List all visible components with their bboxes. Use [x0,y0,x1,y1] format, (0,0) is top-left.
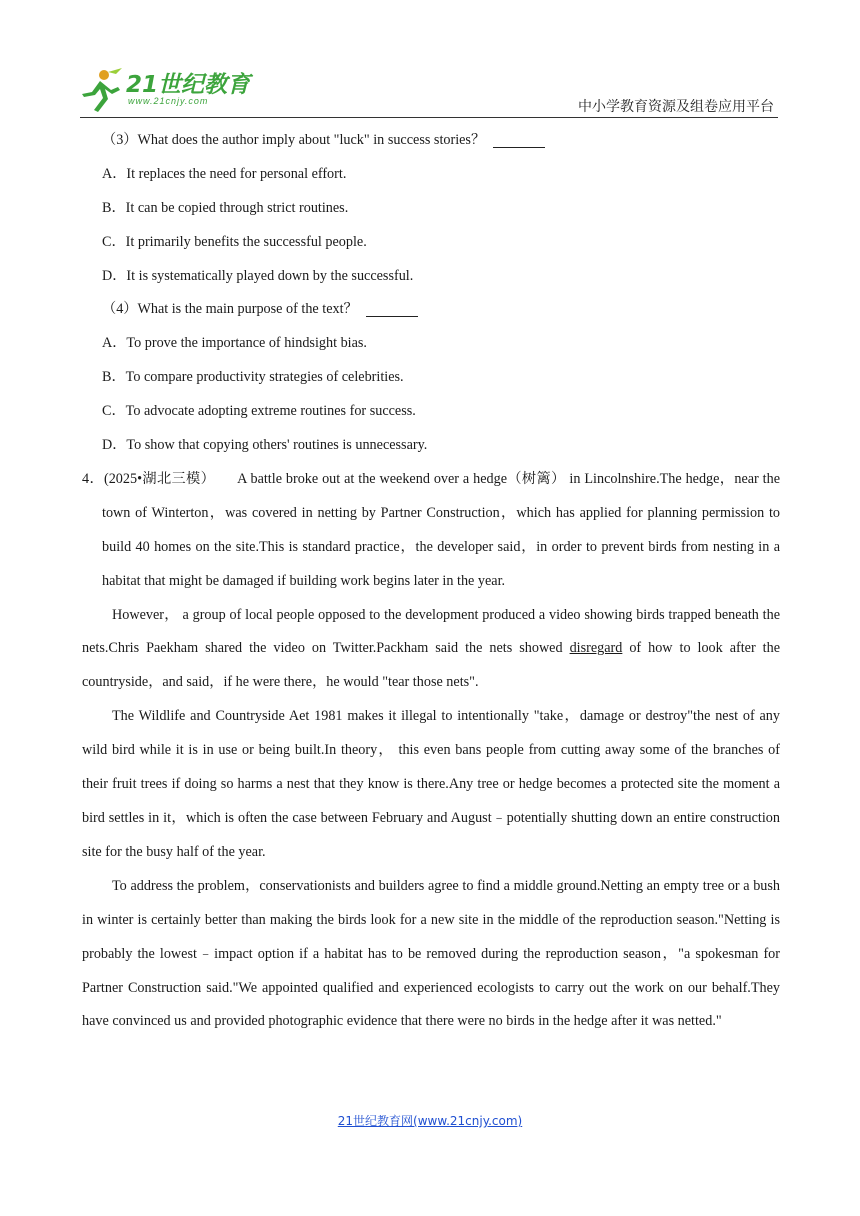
logo-url: www.21cnjy.com [128,96,209,106]
answer-blank-4[interactable] [366,300,418,317]
question-4-stem: （4）What is the main purpose of the text？ [102,301,358,318]
underlined-word: disregard [569,640,623,657]
header-divider [80,117,778,118]
running-figure-icon [78,68,126,114]
paragraph-2-text-b: of how to look after the countryside，and said，if he were there，he would "tear those nets". [82,640,781,691]
paragraph-2-text-a: However， a group of local people opposed to the development produced a video showing birds trapped beneath the nets.Chris Paekham shared the video on Twitter.Packham said the nets showed [82,606,780,657]
option-3c: C．It primarily benefits the successful people. [102,233,367,250]
site-logo[interactable] [78,66,251,116]
option-4b: B．To compare productivity strategies of celebrities. [102,369,404,386]
logo-title: 21世纪教育 [126,72,251,98]
option-4c: C．To advocate adopting extreme routines for success. [102,403,416,420]
question-4 [82,293,780,327]
passage-4-paragraph-2 [82,599,780,701]
passage-4-intro: 4．(2025•湖北三模） A battle broke out at the weekend over a hedge（树篱） in Lincolnshire.The hedge，near the town of Winterton，was covered in netting by Partner Construction，which has applied for planning permission to build 40 homes on the site.This is standard practice，the developer said，in order to prevent birds from nesting in a habitat that might be damaged if building work begins later in the year. [82,470,780,589]
answer-blank-3[interactable] [493,131,545,148]
option-4a: A．To prove the importance of hindsight bias. [102,335,367,352]
option-3d: D．It is systematically played down by the successful. [102,267,414,284]
footer-link[interactable]: 21世纪教育网(www.21cnjy.com) [337,1114,523,1128]
page-header [0,0,860,120]
question-3 [82,124,780,158]
question-3-stem: （3）What does the author imply about "luck" in success stories？ [102,132,486,148]
option-4d: D．To show that copying others' routines is unnecessary. [102,437,428,454]
page-footer [0,1112,860,1129]
platform-name: 中小学教育资源及组卷应用平台 [578,99,774,115]
passage-4-paragraph-4: To address the problem，conservationists and builders agree to find a middle ground.Netting an empty tree or a bush in winter is certainly better than making the birds look for a new site in the middle of the reproduction season."Netting is probably the lowest﹣impact option if a habitat has to be removed during the reproduction season，"a spokesman for Partner Construction said."We appointed qualified and experienced ecologists to carry out the work on our behalf.They have convinced us and provided photographic evidence that there were no birds in the hedge after it was netted." [82,877,780,1030]
document-body [82,124,780,1039]
option-3b: B．It can be copied through strict routines. [102,199,349,216]
passage-4-paragraph-3: The Wildlife and Countryside Aet 1981 makes it illegal to intentionally "take，damage or destroy"the nest of any wild bird while it is in use or being built.In theory， this even bans people from cutting away some of the branches of their fruit trees if doing so harms a nest that they know is there.Any tree or hedge becomes a protected site the moment a bird settles in it，which is often the case between February and August﹣potentially shutting down an entire construction site for the busy half of the year. [82,708,780,860]
option-3a: A．It replaces the need for personal effort. [102,165,347,182]
